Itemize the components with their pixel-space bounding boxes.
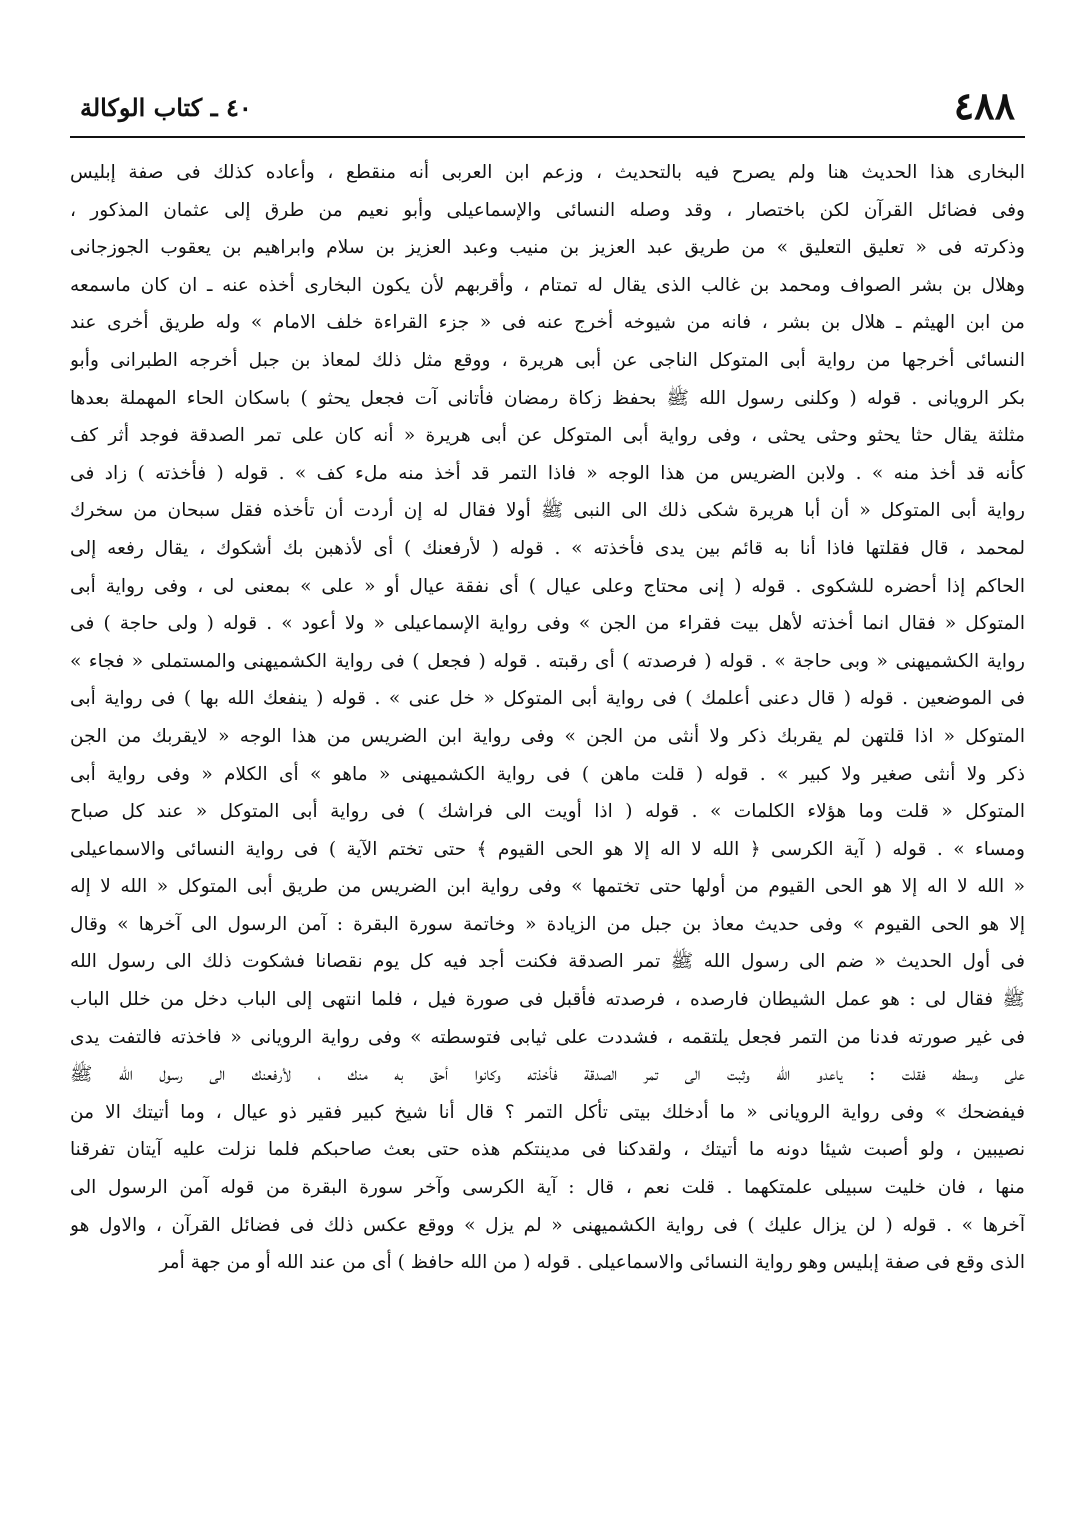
text-line: مثلثة يقال حثا يحثو وحثى يحثى ، وفى رواية أبى المتوكل عن أبى هريرة « أنه كان على تمر الصدقة فوجد أثر كف — [70, 425, 1025, 447]
text-line: بكر الرويانى . قوله ( وكلنى رسول الله ﷺ بحفظ زكاة رمضان فأتانى آت فجعل يحثو ) باسكان الحاء المهملة بعدها — [70, 387, 1025, 409]
text-line: وذكرته فى « تعليق التعليق » من طريق عبد العزيز بن منيب وعبد العزيز بن سلام وابراهيم بن يعقوب الجوزجانى — [70, 237, 1025, 259]
document-page — [70, 80, 1025, 1500]
text-line: فى أول الحديث « ضم الى رسول الله ﷺ تمر الصدقة فكنت أجد فيه كل يوم نقصانا فشكوت ذلك الى رسول الله — [70, 951, 1025, 973]
text-line: البخارى هذا الحديث هنا ولم يصرح فيه بالتحديث ، وزعم ابن العربى أنه منقطع ، وأعاده كذلك فى صفة إبليس — [70, 162, 1025, 183]
text-line: على وسطه فقلت : ياعدو الله وثبت الى تمر الصدقة فأخذته وكانوا أحق به منك ، لأرفعنك الى رسول الله ﷺ — [70, 1064, 1025, 1086]
text-line: منها ، فان خليت سبيلى علمتكهما . قلت نعم ، قال : آية الكرسى وآخر سورة البقرة من قوله آمن الرسول الى — [70, 1177, 1025, 1199]
text-line: نصيبين ، ولو أصبت شيئا دونه ما أتيتك ، ولقدكنا فى مدينتكم هذه حتى بعث صاحبكم فلما نزلت عليه آيتان تفرقنا — [70, 1139, 1025, 1161]
text-line: ذكر ولا أنثى صغير ولا كبير » . قوله ( قلت ماهن ) فى رواية الكشميهنى « ماهو » أى الكلام « وفى رواية أبى — [70, 763, 1025, 785]
page-number: ٤٨٨ — [953, 83, 1015, 128]
text-line: ومساء » . قوله ( آية الكرسى ﴿ الله لا اله إلا هو الحى القيوم ﴾ حتى تختم الآية ) فى رواية النسائى والاسماعيلى — [70, 838, 1025, 860]
text-line: المتوكل « قلت وما هؤلاء الكلمات » . قوله ( اذا أويت الى فراشك ) فى رواية أبى المتوكل « عند كل صباح — [70, 801, 1025, 823]
text-line: النسائى أخرجها من رواية أبى المتوكل الناجى عن أبى هريرة ، ووقع مثل ذلك لمعاذ بن جبل أخرجه الطبرانى وأبو — [70, 349, 1025, 371]
text-line: المتوكل « اذا قلتهن لم يقربك ذكر ولا أنثى من الجن » وفى رواية ابن الضريس من هذا الوجه « لايقربك من الجن — [70, 725, 1025, 747]
text-line: آخرها » . قوله ( لن يزال عليك ) فى رواية الكشميهنى « لم يزل » ووقع عكس ذلك فى فضائل القرآن ، والاول هو — [70, 1214, 1025, 1236]
text-line: الذى وقع فى صفة إبليس وهو رواية النسائى والاسماعيلى . قوله ( من الله حافظ ) أى من عند الله أو من جهة أمر — [159, 1252, 1025, 1274]
text-line: « الله لا اله إلا هو الحى القيوم من أولها حتى تختمها » وفى رواية ابن الضريس من طريق أبى المتوكل « الله لا إله — [70, 876, 1025, 898]
text-line: كأنه قد أخذ منه » . ولابن الضريس من هذا الوجه « فاذا التمر قد أخذ منه ملء كف » . قوله ( فأخذته ) زاد فى — [70, 462, 1025, 484]
text-line: من ابن الهيثم ـ هلال بن بشر ، فانه من شيوخه أخرج عنه فى « جزء القراءة خلف الامام » وله طريق أخرى عند — [70, 312, 1025, 334]
text-line: رواية أبى المتوكل « أن أبا هريرة شكى ذلك الى النبى ﷺ أولا فقال له إن أردت أن تأخذه فقل سبحان من سخرك — [70, 500, 1025, 522]
text-line: لمحمد ، قال فقلتها فاذا أنا به قائم بين يدى فأخذته » . قوله ( لأرفعنك ) أى لأذهبن بك أشكوك ، يقال رفعه إلى — [70, 537, 1025, 559]
text-line: رواية الكشميهنى « وبى حاجة » . قوله ( فرصدته ) أى رقبته . قوله ( فجعل ) فى رواية الكشميهنى والمستملى « فجاء » — [70, 650, 1025, 672]
body-text — [70, 138, 1025, 1282]
chapter-title: ٤٠ ـ كتاب الوكالة — [80, 93, 252, 122]
text-line: ﷺ فقال لى : هو عمل الشيطان فارصده ، فرصدته فأقبل فى صورة فيل ، فلما انتهى إلى الباب دخل من خلل الباب — [70, 989, 1025, 1011]
text-line: وهلال بن بشر الصواف ومحمد بن غالب الذى يقال له تمتام ، وأقربهم لأن يكون البخارى أخذه عنه ـ ان كان ماسمعه — [70, 274, 1025, 296]
text-line: إلا هو الحى القيوم » وفى حديث معاذ بن جبل من الزيادة « وخاتمة سورة البقرة : آمن الرسول الى آخرها » وقال — [70, 913, 1025, 935]
text-line: المتوكل « فقال انما أخذته لأهل بيت فقراء من الجن » وفى رواية الإسماعيلى « ولا أعود » . قوله ( ولى حاجة ) فى — [70, 613, 1025, 635]
page-header — [70, 80, 1025, 138]
text-line: وفى فضائل القرآن لكن باختصار ، وقد وصله النسائى والإسماعيلى وأبو نعيم من طرق إلى عثمان المذكور ، — [70, 199, 1025, 221]
text-line: فيفضحك » وفى رواية الرويانى « ما أدخلك بيتى تأكل التمر ؟ قال أنا شيخ كبير فقير ذو عيال ، وما أتيتك الا من — [70, 1101, 1025, 1123]
text-line: الحاكم إذا أحضره للشكوى . قوله ( إنى محتاج وعلى عيال ) أى نفقة عيال أو « على » بمعنى لى ، وفى رواية أبى — [70, 575, 1025, 597]
text-line: فى الموضعين . قوله ( قال دعنى أعلمك ) فى رواية أبى المتوكل « خل عنى » . قوله ( ينفعك الله بها ) فى رواية أبى — [70, 688, 1025, 710]
text-line: فى غير صورته فدنا من التمر فجعل يلتقمه ، فشددت على ثيابى فتوسطته » وفى رواية الرويانى « فاخذته فالتفت يدى — [70, 1026, 1025, 1048]
